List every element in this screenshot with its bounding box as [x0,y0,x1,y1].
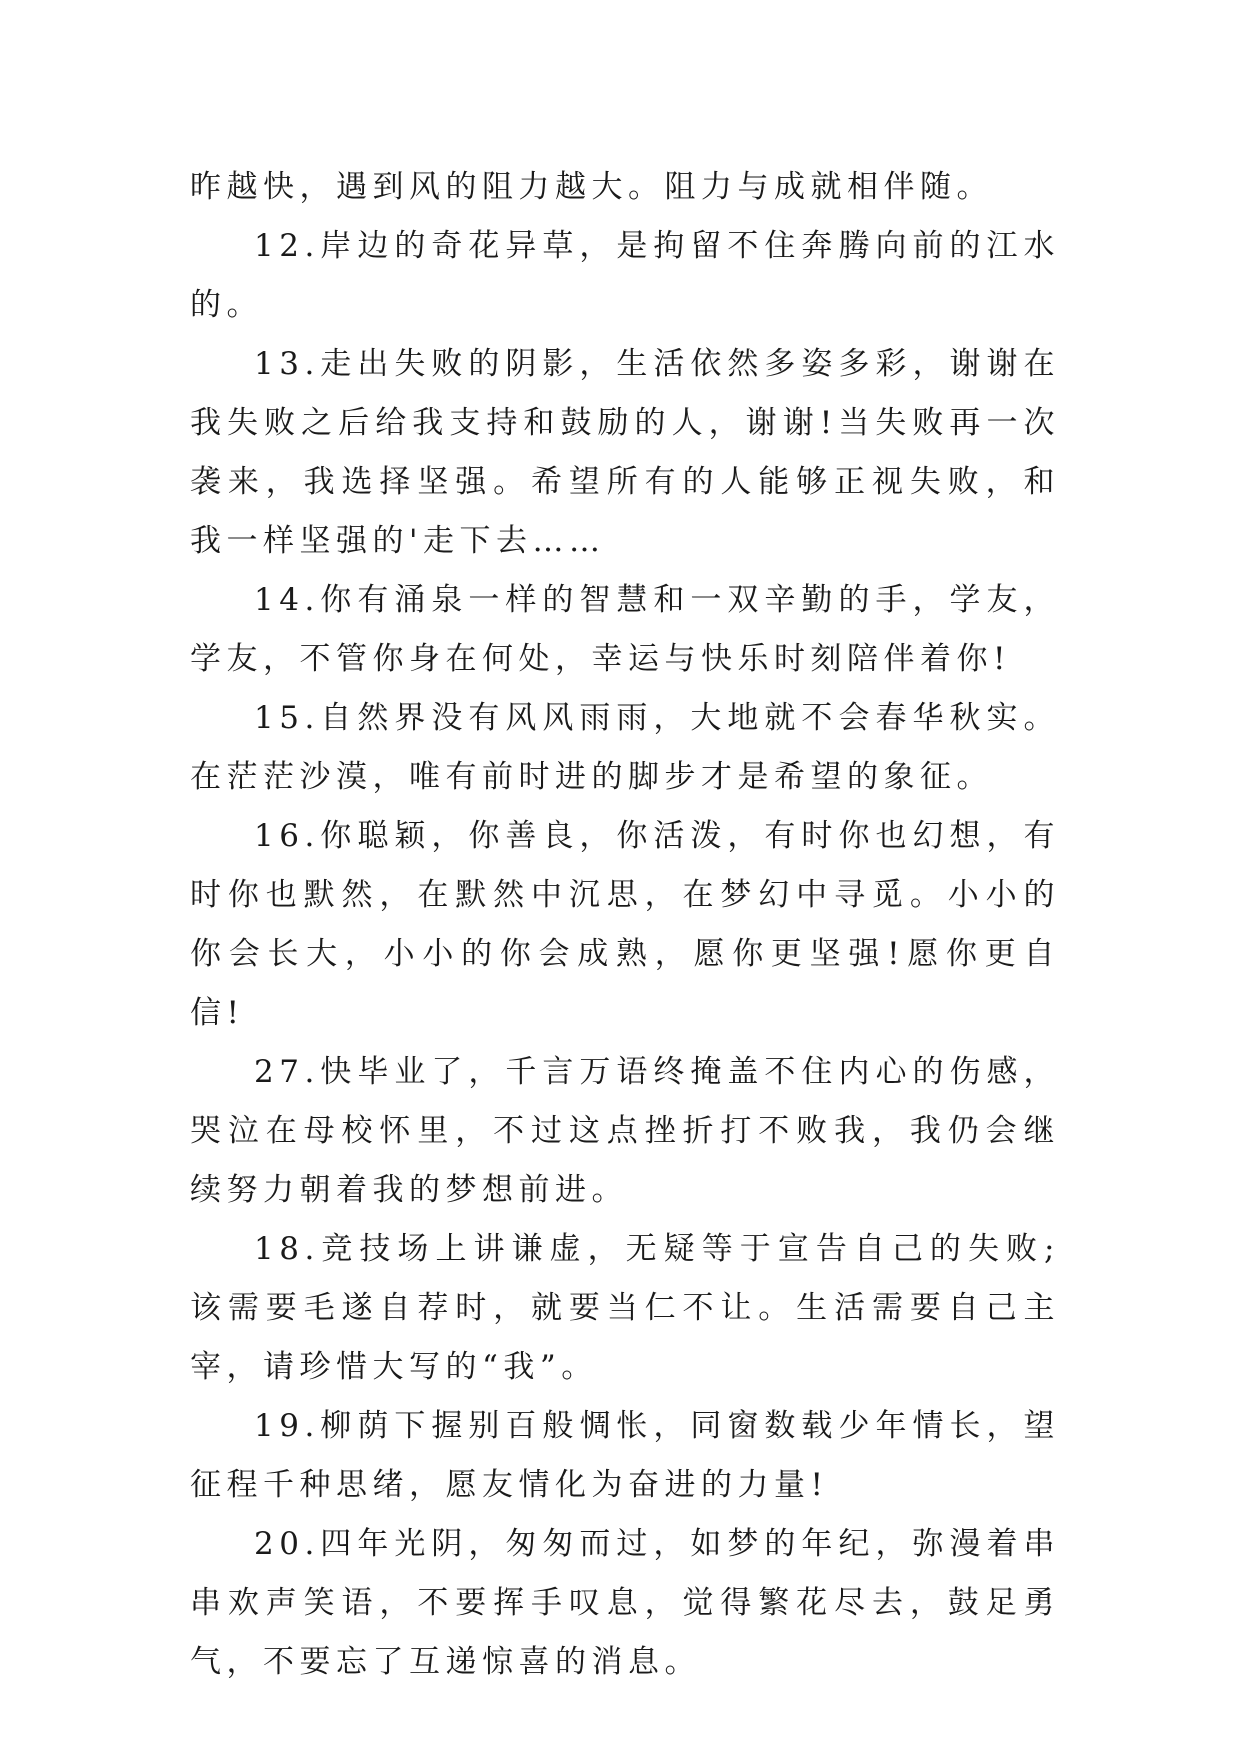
paragraph-item-13: 13.走出失败的阴影，生活依然多姿多彩，谢谢在我失败之后给我支持和鼓励的人，谢谢!当失败再一次袭来，我选择坚强。希望所有的人能够正视失败，和我一样坚强的'走下去…… [190,346,1060,559]
paragraph-item-19: 19.柳荫下握别百般惆怅，同窗数载少年情长，望征程千种思绪，愿友情化为奋进的力量! [190,1408,1060,1503]
paragraph-item-15: 15.自然界没有风风雨雨，大地就不会春华秋实。在茫茫沙漠，唯有前时进的脚步才是希望的象征。 [190,700,1060,795]
paragraph-item-18: 18.竞技场上讲谦虚，无疑等于宣告自己的失败;该需要毛遂自荐时，就要当仁不让。生活需要自己主宰，请珍惜大写的“我”。 [190,1231,1060,1385]
paragraph-item-20: 20.四年光阴，匆匆而过，如梦的年纪，弥漫着串串欢声笑语，不要挥手叹息，觉得繁花尽去，鼓足勇气，不要忘了互递惊喜的消息。 [190,1526,1060,1680]
paragraph-item-27: 27.快毕业了，千言万语终掩盖不住内心的伤感，哭泣在母校怀里，不过这点挫折打不败我，我仍会继续努力朝着我的梦想前进。 [190,1054,1060,1208]
paragraph-continuation: 昨越快，遇到风的阻力越大。阻力与成就相伴随。 [190,169,993,205]
document-body [190,158,1060,1692]
paragraph-item-14: 14.你有涌泉一样的智慧和一双辛勤的手，学友，学友，不管你身在何处，幸运与快乐时刻陪伴着你! [190,582,1060,677]
paragraph-item-12: 12.岸边的奇花异草，是拘留不住奔腾向前的江水的。 [190,228,1060,323]
paragraph-item-16: 16.你聪颖，你善良，你活泼，有时你也幻想，有时你也默然，在默然中沉思，在梦幻中寻觅。小小的你会长大，小小的你会成熟，愿你更坚强!愿你更自信! [190,818,1060,1031]
